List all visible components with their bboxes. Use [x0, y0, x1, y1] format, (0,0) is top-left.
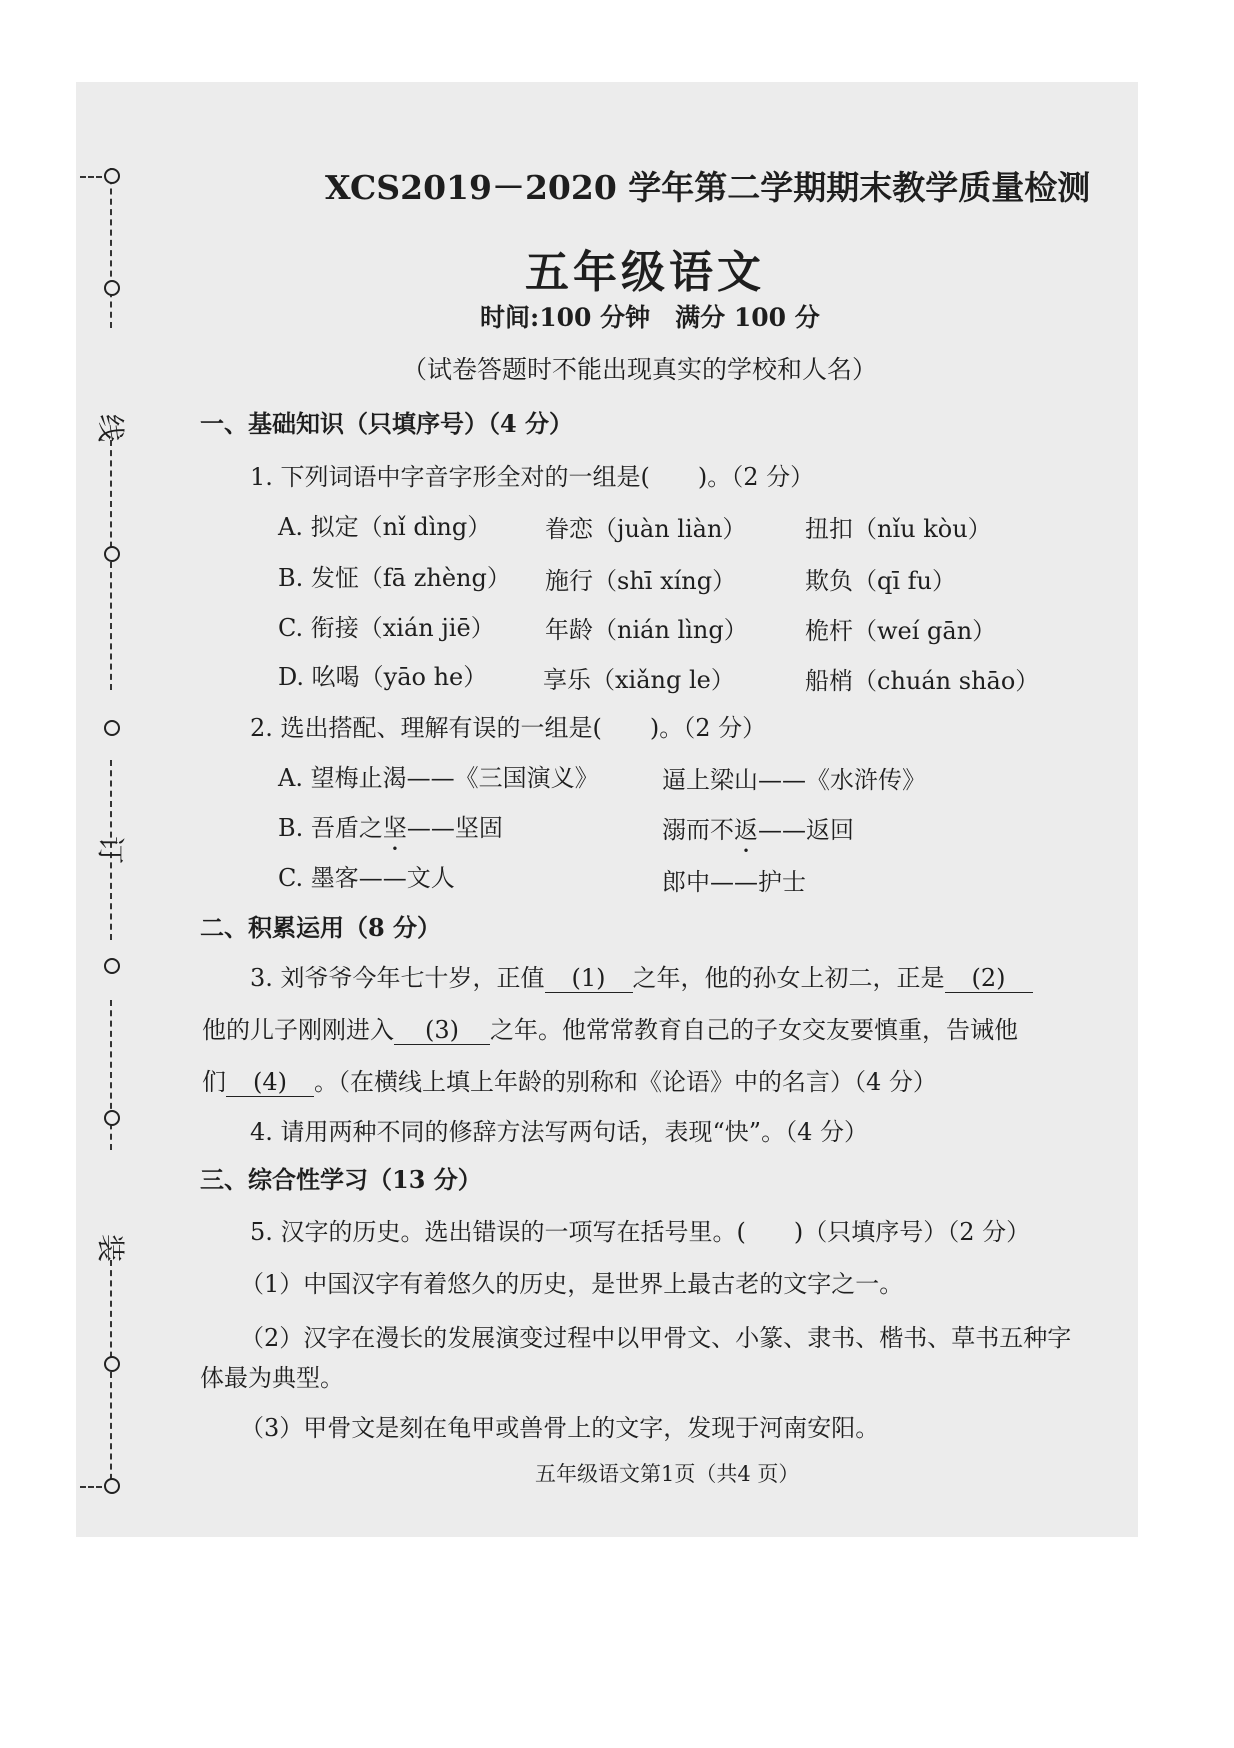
section2-heading: 二、积累运用（8 分）: [200, 913, 442, 942]
q5-stem: 5. 汉字的历史。选出错误的一项写在括号里。( )（只填序号）（2 分）: [250, 1218, 1031, 1246]
q1-option: 船梢（chuán shāo）: [805, 667, 1040, 695]
exam-title: XCS2019－2020 学年第二学期期末教学质量检测: [325, 168, 1091, 207]
binding-ring: [104, 1356, 120, 1372]
exam-note: （试卷答题时不能出现真实的学校和人名）: [402, 355, 878, 384]
q3-blank: (4): [226, 1068, 314, 1097]
binding-char-line: 线: [94, 413, 127, 443]
page-footer: 五年级语文第1页（共4 页）: [535, 1462, 800, 1486]
q3-blank: (3): [394, 1016, 490, 1045]
q2-stem: 2. 选出搭配、理解有误的一组是( )。（2 分）: [250, 714, 767, 742]
q2-option: A. 望梅止渴——《三国演义》: [278, 764, 599, 792]
q1-option: C. 衔接（xián jiē）: [278, 614, 495, 642]
time-score: 时间:100 分钟 满分 100 分: [480, 303, 820, 332]
q2-option: 郎中——护士: [662, 868, 806, 896]
q1-option: A. 拟定（nǐ dìng）: [278, 513, 492, 541]
q3-line: 们 (4) 。（在横线上填上年龄的别称和《论语》中的名言）（4 分）: [202, 1068, 937, 1096]
binding-ring: [104, 1110, 120, 1126]
binding-char-bind: 装: [94, 1233, 127, 1263]
q1-option: 欺负（qī fu）: [805, 567, 957, 595]
binding-char-order: 订: [94, 835, 127, 865]
binding-dash: [110, 168, 112, 328]
q5-item: （3）甲骨文是刻在龟甲或兽骨上的文字，发现于河南安阳。: [240, 1414, 880, 1442]
section3-heading: 三、综合性学习（13 分）: [200, 1165, 482, 1194]
q3-line: 3. 刘爷爷今年七十岁，正值 (1) 之年，他的孙女上初二，正是 (2): [250, 958, 1033, 993]
q1-option: 年龄（nián lìng）: [545, 616, 748, 644]
q2-option: B. 吾盾之坚——坚固: [278, 814, 503, 842]
q2-option: 逼上梁山——《水浒传》: [662, 766, 926, 794]
binding-ring: [104, 546, 120, 562]
q1-option: B. 发怔（fā zhèng）: [278, 564, 511, 592]
binding-tick: [80, 1486, 102, 1488]
binding-ring: [104, 168, 120, 184]
q1-option: 享乐（xiǎng le）: [543, 666, 735, 694]
section1-heading: 一、基础知识（只填序号）（4 分）: [200, 409, 574, 438]
q3-blank: (2): [945, 964, 1033, 993]
subject-title: 五年级语文: [525, 247, 765, 298]
binding-ring: [104, 720, 120, 736]
binding-ring: [104, 958, 120, 974]
binding-tick: [80, 176, 102, 178]
q3-blank: (1): [545, 964, 633, 993]
binding-dash: [110, 1000, 112, 1150]
q1-option: 桅杆（weí gān）: [805, 617, 997, 645]
binding-ring: [104, 1478, 120, 1494]
q1-option: 施行（shī xíng）: [545, 567, 737, 595]
binding-ring: [104, 280, 120, 296]
q3-line: 他的儿子刚刚进入 (3) 之年。他常常教育自己的子女交友要慎重，告诫他: [202, 1016, 1018, 1044]
q5-item: （1）中国汉字有着悠久的历史，是世界上最古老的文字之一。: [240, 1270, 904, 1298]
q1-option: 扭扣（nǐu kòu）: [805, 515, 992, 543]
q1-option: 眷恋（juàn liàn）: [545, 515, 747, 543]
q2-option: C. 墨客——文人: [278, 864, 455, 892]
q1-option: D. 吆喝（yāo he）: [278, 663, 488, 691]
q5-item: （2）汉字在漫长的发展演变过程中以甲骨文、小篆、隶书、楷书、草书五种字: [240, 1324, 1072, 1352]
binding-dash: [110, 1260, 112, 1490]
q4-stem: 4. 请用两种不同的修辞方法写两句话，表现“快”。（4 分）: [250, 1118, 868, 1146]
binding-dash: [110, 440, 112, 690]
q1-stem: 1. 下列词语中字音字形全对的一组是( )。（2 分）: [250, 463, 815, 491]
q5-item: 体最为典型。: [200, 1364, 344, 1392]
q2-option: 溺而不返——返回: [662, 816, 854, 844]
